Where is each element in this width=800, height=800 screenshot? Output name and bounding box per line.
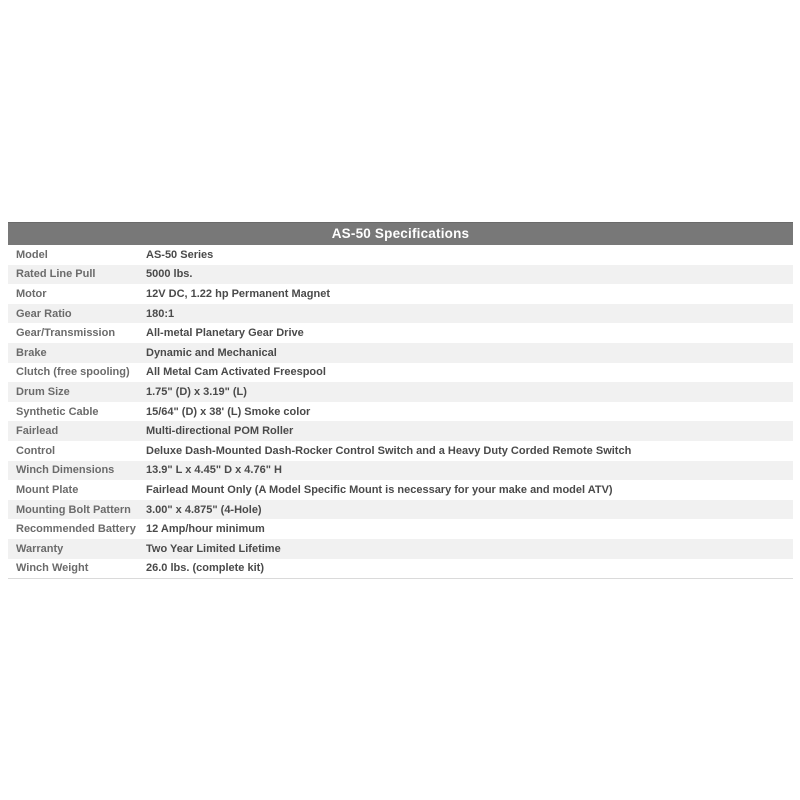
table-row xyxy=(8,519,793,539)
spec-label: Warranty xyxy=(16,542,64,555)
spec-label: Brake xyxy=(16,346,47,359)
spec-label: Control xyxy=(16,444,56,457)
spec-value: Multi-directional POM Roller xyxy=(146,425,294,438)
spec-value: All-metal Planetary Gear Drive xyxy=(146,327,304,340)
table-title: AS-50 Specifications xyxy=(8,222,793,245)
spec-value: Deluxe Dash-Mounted Dash-Rocker Control Switch and a Heavy Duty Corded Remote Switch xyxy=(146,444,632,457)
spec-label: Recommended Battery xyxy=(16,523,136,536)
spec-value: Fairlead Mount Only (A Model Specific Mount is necessary for your make and model ATV) xyxy=(146,483,613,496)
table-row xyxy=(8,402,793,422)
spec-label: Model xyxy=(16,248,48,261)
spec-value: 12 Amp/hour minimum xyxy=(146,523,265,536)
table-row xyxy=(8,382,793,402)
spec-label: Mounting Bolt Pattern xyxy=(16,503,131,516)
spec-label: Gear/Transmission xyxy=(16,327,116,340)
table-row xyxy=(8,559,793,579)
spec-value: 5000 lbs. xyxy=(146,268,193,281)
table-row xyxy=(8,343,793,363)
spec-label: Winch Weight xyxy=(16,562,89,575)
table-row xyxy=(8,323,793,343)
table-row xyxy=(8,304,793,324)
spec-label: Clutch (free spooling) xyxy=(16,366,130,379)
spec-value: 12V DC, 1.22 hp Permanent Magnet xyxy=(146,287,330,300)
spec-value: Two Year Limited Lifetime xyxy=(146,542,281,555)
spec-rows xyxy=(8,245,793,579)
spec-label: Fairlead xyxy=(16,425,59,438)
spec-label: Winch Dimensions xyxy=(16,464,115,477)
spec-label: Synthetic Cable xyxy=(16,405,99,418)
spec-label: Rated Line Pull xyxy=(16,268,96,281)
table-row xyxy=(8,421,793,441)
spec-value: All Metal Cam Activated Freespool xyxy=(146,366,326,379)
table-row xyxy=(8,245,793,265)
spec-label: Gear Ratio xyxy=(16,307,72,320)
table-row xyxy=(8,441,793,461)
table-row xyxy=(8,461,793,481)
spec-value: 15/64" (D) x 38' (L) Smoke color xyxy=(146,405,311,418)
spec-value: 13.9" L x 4.45" D x 4.76" H xyxy=(146,464,282,477)
spec-value: AS-50 Series xyxy=(146,248,214,261)
table-row xyxy=(8,284,793,304)
table-row xyxy=(8,480,793,500)
spec-value: Dynamic and Mechanical xyxy=(146,346,277,359)
table-row xyxy=(8,539,793,559)
spec-label: Motor xyxy=(16,287,47,300)
specifications-table xyxy=(8,222,793,579)
spec-label: Drum Size xyxy=(16,385,70,398)
spec-value: 26.0 lbs. (complete kit) xyxy=(146,562,264,575)
spec-label: Mount Plate xyxy=(16,483,79,496)
spec-value: 3.00" x 4.875" (4-Hole) xyxy=(146,503,262,516)
table-row xyxy=(8,500,793,520)
table-row xyxy=(8,363,793,383)
spec-value: 1.75" (D) x 3.19" (L) xyxy=(146,385,247,398)
spec-value: 180:1 xyxy=(146,307,175,320)
table-row xyxy=(8,265,793,285)
